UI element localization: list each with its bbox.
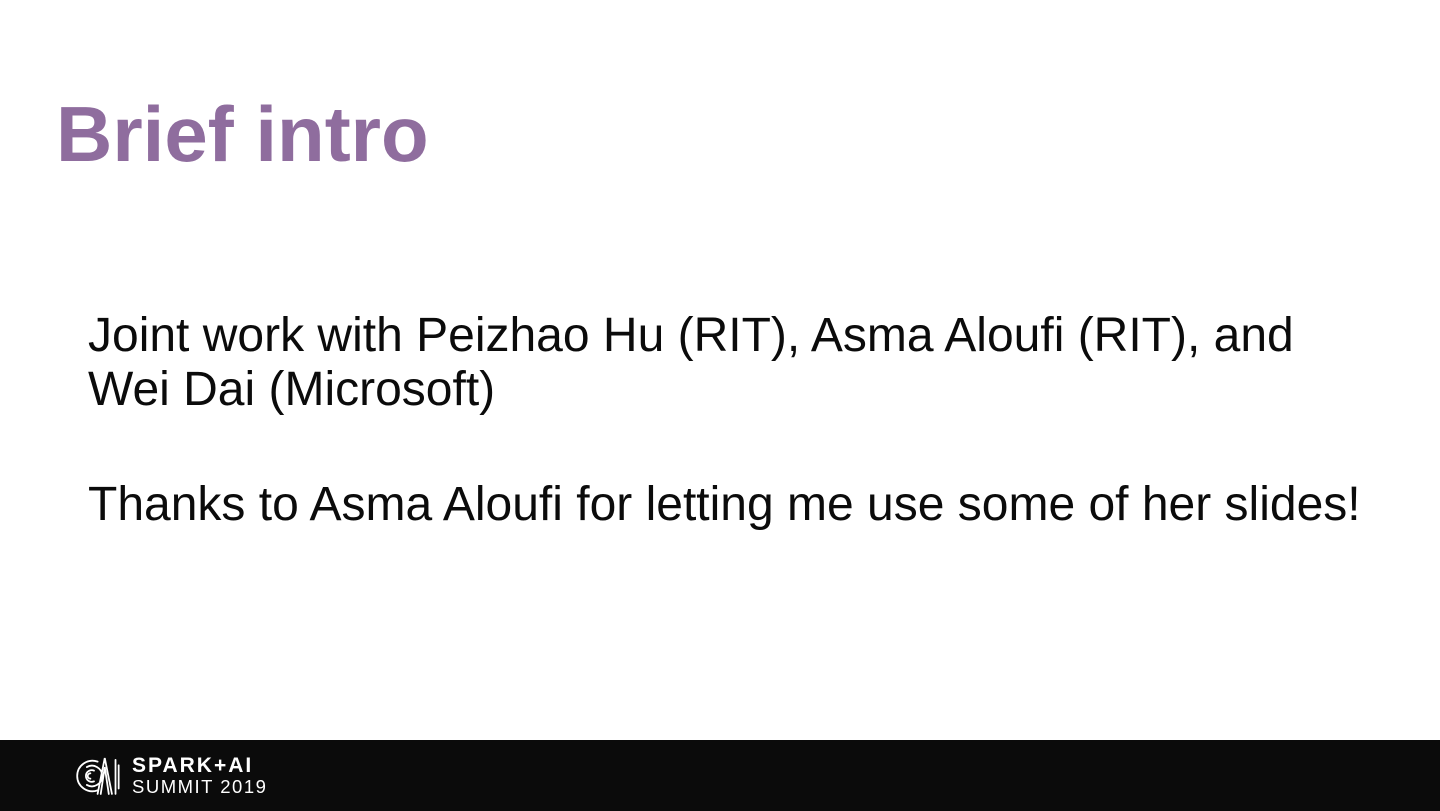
slide-title: Brief intro xyxy=(56,90,429,178)
body-paragraph-thanks: Thanks to Asma Aloufi for letting me use some of her slides! xyxy=(88,478,1361,531)
slide-body xyxy=(88,309,1398,532)
logo-line-spark-ai: SPARK+AI xyxy=(132,754,254,777)
spark-ai-summit-logo xyxy=(68,752,267,800)
body-paragraph-joint-work xyxy=(88,309,1398,417)
footer-bar xyxy=(0,740,1440,811)
body-paragraph-line: Joint work with Peizhao Hu (RIT), Asma Aloufi (RIT), and xyxy=(88,309,1294,362)
logo-line-summit-2019: SUMMIT 2019 xyxy=(132,776,268,797)
logo-text-block xyxy=(132,755,267,796)
body-paragraph-line: Wei Dai (Microsoft) xyxy=(88,363,496,416)
spark-ai-summit-swirl-icon xyxy=(68,752,120,800)
